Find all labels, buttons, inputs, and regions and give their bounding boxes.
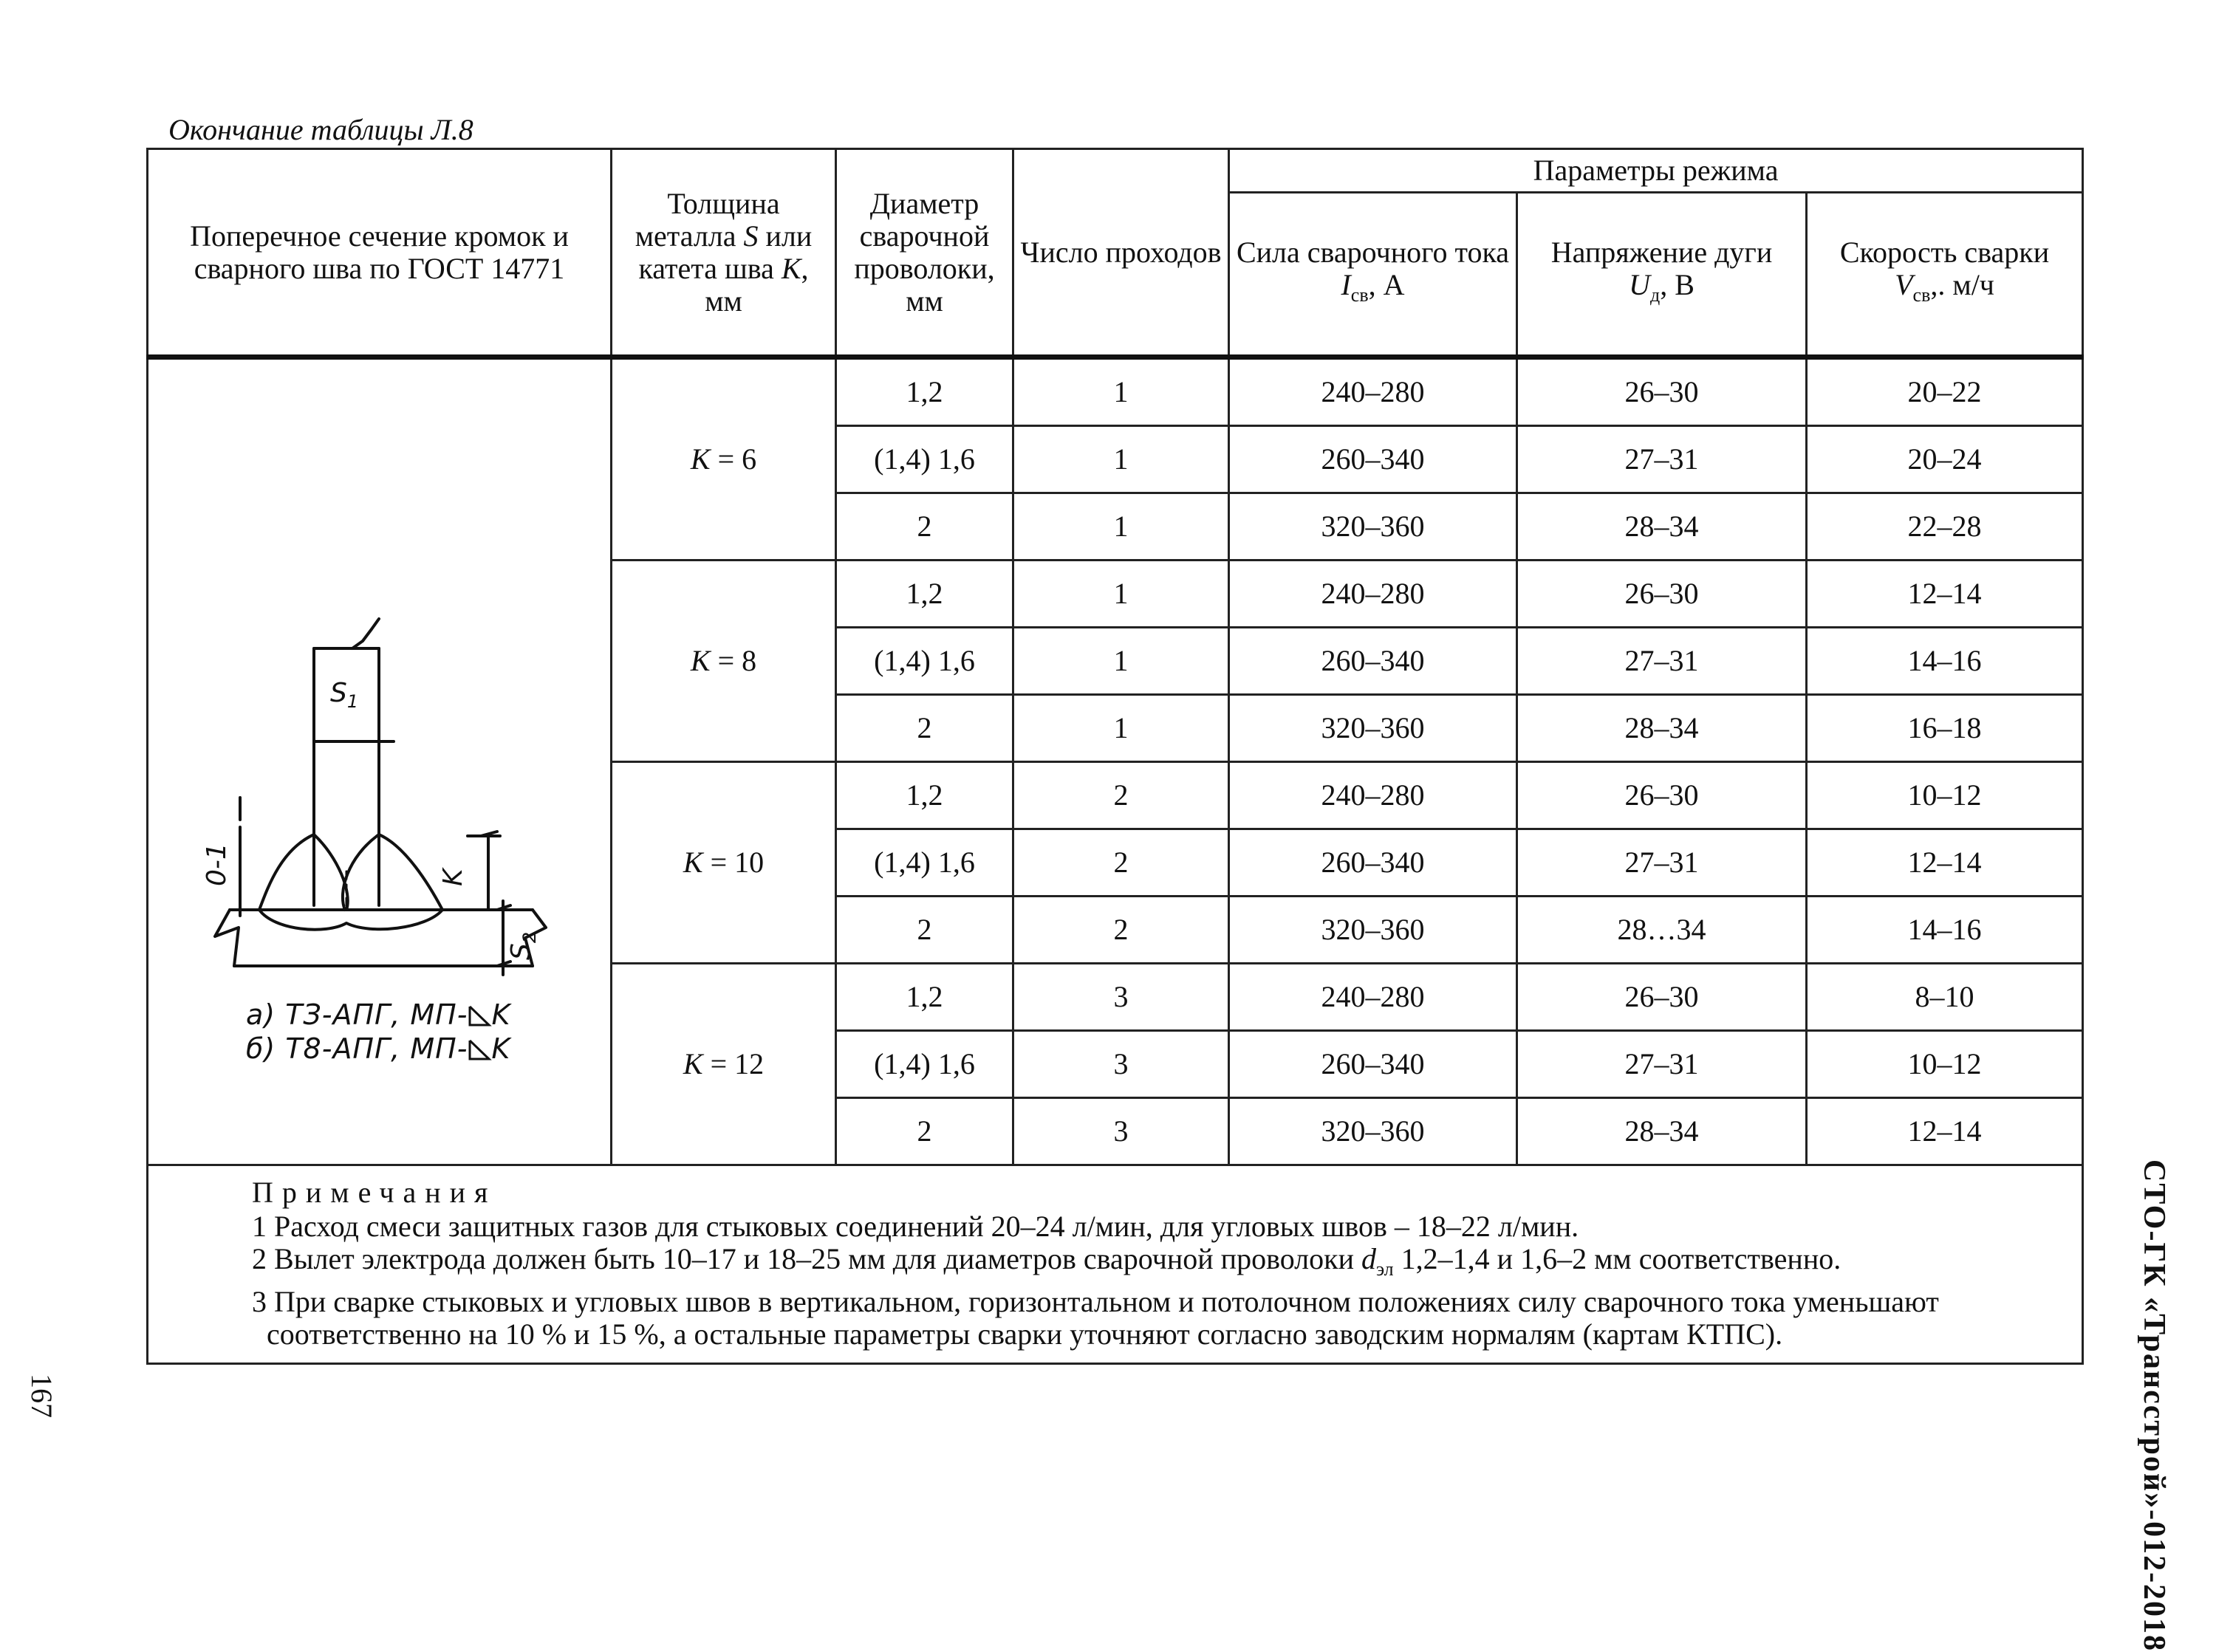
diameter-cell: 2 [836, 695, 1013, 762]
table-row [148, 357, 2083, 426]
passes-cell: 2 [1013, 762, 1229, 829]
leg-size-cell: K = 10 [612, 762, 836, 964]
leg-size-cell: K = 8 [612, 561, 836, 762]
header-thickness: Толщина металла S или катета шва K, мм [612, 149, 836, 357]
header-passes: Число проходов [1013, 149, 1229, 357]
leg-size-cell: K = 6 [612, 357, 836, 561]
voltage-cell: 26–30 [1517, 357, 1807, 426]
diameter-cell: (1,4) 1,6 [836, 426, 1013, 493]
diameter-cell: 2 [836, 897, 1013, 964]
leg-size-cell: K = 12 [612, 964, 836, 1165]
current-cell: 320–360 [1229, 1098, 1517, 1165]
voltage-cell: 26–30 [1517, 964, 1807, 1031]
speed-cell: 14–16 [1807, 897, 2083, 964]
table-notes [148, 1165, 2083, 1364]
current-cell: 240–280 [1229, 964, 1517, 1031]
speed-cell: 8–10 [1807, 964, 2083, 1031]
current-cell: 260–340 [1229, 829, 1517, 897]
current-cell: 320–360 [1229, 897, 1517, 964]
voltage-cell: 27–31 [1517, 628, 1807, 695]
page-number: 167 [25, 1374, 58, 1418]
current-cell: 260–340 [1229, 426, 1517, 493]
notes-title: Примечания [252, 1176, 497, 1209]
figure-caption-a: а) ТЗ-АПГ, МП- K [246, 998, 511, 1031]
weld-cross-section-drawing [202, 576, 562, 990]
diameter-cell: 2 [836, 493, 1013, 561]
speed-cell: 16–18 [1807, 695, 2083, 762]
table-continuation-title: Окончание таблицы Л.8 [168, 113, 473, 146]
diameter-cell: 1,2 [836, 964, 1013, 1031]
current-cell: 260–340 [1229, 1031, 1517, 1098]
current-cell: 260–340 [1229, 628, 1517, 695]
passes-cell: 3 [1013, 1031, 1229, 1098]
passes-cell: 1 [1013, 426, 1229, 493]
passes-cell: 2 [1013, 829, 1229, 897]
note-3-continuation: соответственно на 10 % и 15 %, а остальные параметры сварки уточняют согласно заводским нормалям (картам КТПС). [267, 1317, 1783, 1351]
diameter-cell: 1,2 [836, 561, 1013, 628]
current-cell: 320–360 [1229, 695, 1517, 762]
note-2: 2 Вылет электрода должен быть 10–17 и 18–25 мм для диаметров сварочной проволоки $d_{эл}$ 1,2–1,4 и 1,6–2 мм соответственно. [252, 1242, 1841, 1280]
label-gap: 0-1 [202, 842, 232, 886]
note-3: 3 При сварке стыковых и угловых швов в вертикальном, горизонтальном и потолочном положениях силу сварочного тока уменьшают [252, 1285, 1939, 1318]
speed-cell: 12–14 [1807, 829, 2083, 897]
passes-cell: 3 [1013, 1098, 1229, 1165]
speed-cell: 12–14 [1807, 561, 2083, 628]
note-1: 1 Расход смеси защитных газов для стыковых соединений 20–24 л/мин, для угловых швов – 18–22 л/мин. [252, 1210, 1579, 1243]
welding-parameters-table [146, 148, 2084, 1365]
label-k: K [438, 868, 468, 886]
voltage-cell: 28–34 [1517, 493, 1807, 561]
passes-cell: 1 [1013, 628, 1229, 695]
voltage-cell: 28–34 [1517, 695, 1807, 762]
voltage-cell: 27–31 [1517, 1031, 1807, 1098]
speed-cell: 20–24 [1807, 426, 2083, 493]
voltage-cell: 27–31 [1517, 426, 1807, 493]
header-voltage: Напряжение дуги $U_д$, В [1517, 193, 1807, 357]
current-cell: 320–360 [1229, 493, 1517, 561]
diameter-cell: 1,2 [836, 762, 1013, 829]
diameter-cell: (1,4) 1,6 [836, 628, 1013, 695]
voltage-cell: 26–30 [1517, 561, 1807, 628]
fillet-weld-symbol-icon [468, 1005, 491, 1027]
speed-cell: 22–28 [1807, 493, 2083, 561]
voltage-cell: 28…34 [1517, 897, 1807, 964]
label-s2: $S_2$ [506, 931, 540, 960]
cross-section-figure-cell [148, 357, 612, 1165]
figure-caption-b: б) Т8-АПГ, МП- K [246, 1032, 511, 1065]
passes-cell: 1 [1013, 357, 1229, 426]
diameter-cell: (1,4) 1,6 [836, 829, 1013, 897]
speed-cell: 10–12 [1807, 1031, 2083, 1098]
current-cell: 240–280 [1229, 762, 1517, 829]
voltage-cell: 28–34 [1517, 1098, 1807, 1165]
passes-cell: 1 [1013, 561, 1229, 628]
header-speed: Скорость сварки $V_{св}$,. м/ч [1807, 193, 2083, 357]
diameter-cell: 1,2 [836, 357, 1013, 426]
current-cell: 240–280 [1229, 357, 1517, 426]
speed-cell: 10–12 [1807, 762, 2083, 829]
document-code: СТО-ГК «Трансстрой»-012-2018 [2137, 1159, 2171, 1652]
voltage-cell: 27–31 [1517, 829, 1807, 897]
header-current: Сила сварочного тока $I_{св}$, А [1229, 193, 1517, 357]
fillet-weld-symbol-icon [468, 1039, 491, 1061]
voltage-cell: 26–30 [1517, 762, 1807, 829]
speed-cell: 14–16 [1807, 628, 2083, 695]
passes-cell: 3 [1013, 964, 1229, 1031]
speed-cell: 12–14 [1807, 1098, 2083, 1165]
current-cell: 240–280 [1229, 561, 1517, 628]
passes-cell: 1 [1013, 493, 1229, 561]
diameter-cell: 2 [836, 1098, 1013, 1165]
label-s1: $S_1$ [330, 677, 359, 712]
header-params: Параметры режима [1229, 149, 2083, 193]
passes-cell: 1 [1013, 695, 1229, 762]
header-section: Поперечное сечение кромок и сварного шва по ГОСТ 14771 [148, 149, 612, 357]
passes-cell: 2 [1013, 897, 1229, 964]
header-diameter: Диаметр сварочной проволоки, мм [836, 149, 1013, 357]
speed-cell: 20–22 [1807, 357, 2083, 426]
diameter-cell: (1,4) 1,6 [836, 1031, 1013, 1098]
